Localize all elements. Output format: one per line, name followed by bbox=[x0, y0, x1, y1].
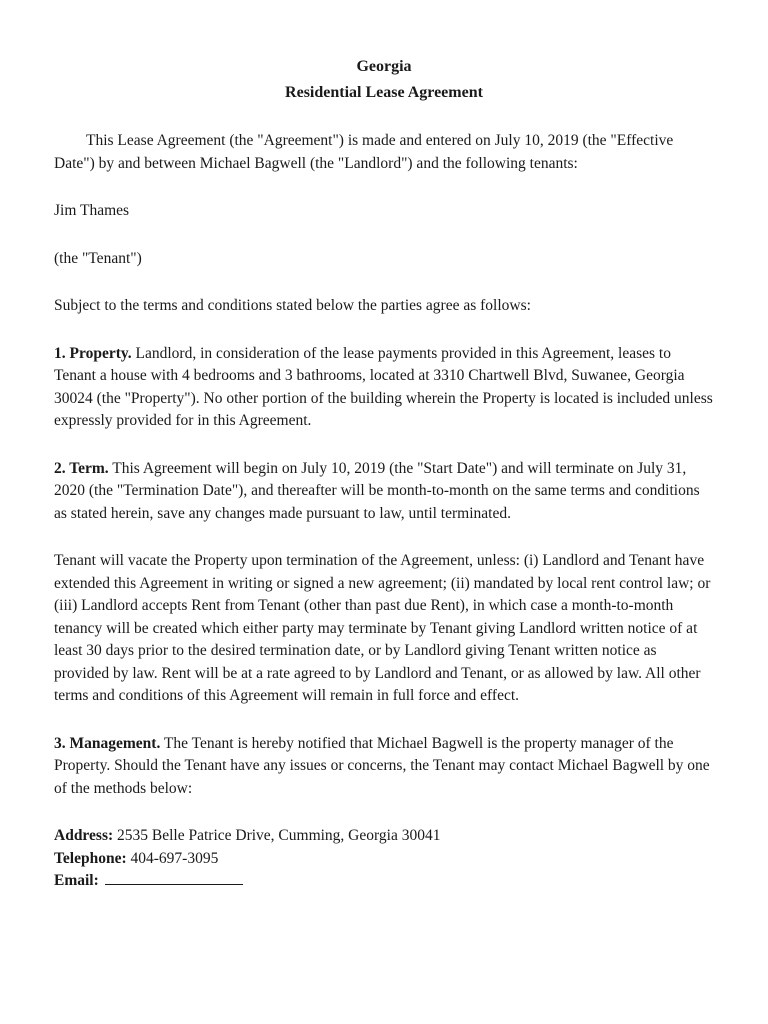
telephone-label: Telephone: bbox=[54, 849, 127, 867]
section-term-text: This Agreement will begin on July 10, 2019 (the "Start Date") and will terminate on July 31, 2020 (the "Termination Date"), and thereafter will be month-to-month on the same terms and conditions as stated herein, save any changes made pursuant to law, until terminated. bbox=[54, 459, 700, 522]
section-property bbox=[54, 343, 714, 433]
section-term-heading: 2. Term. bbox=[54, 459, 109, 477]
section-property-heading: 1. Property. bbox=[54, 344, 132, 362]
section-term bbox=[54, 458, 714, 526]
address-label: Address: bbox=[54, 827, 114, 844]
address-value: 2535 Belle Patrice Drive, Cumming, Georgia 30041 bbox=[113, 827, 441, 844]
contact-email bbox=[54, 870, 714, 893]
section-property-text: Landlord, in consideration of the lease payments provided in this Agreement, leases to Tenant a house with 4 bedrooms and 3 bathrooms, located at 3310 Chartwell Blvd, Suwanee, Georgia 30024 (the "Property"). No other portion of the building wherein the Property is located is included unless expressly provided for in this Agreement. bbox=[54, 344, 713, 429]
section-management-text: The Tenant is hereby notified that Michael Bagwell is the property manager of the Property. Should the Tenant have any issues or concerns, the Tenant may contact Michael Bagwell by one of the methods below: bbox=[54, 734, 710, 797]
section-management bbox=[54, 733, 714, 801]
tenant-name: Jim Thames bbox=[54, 202, 130, 219]
section-term-vacate: Tenant will vacate the Property upon termination of the Agreement, unless: (i) Landlord and Tenant have extended this Agreement in writing or signed a new agreement; (ii) mandated by local rent control law; or (iii) Landlord accepts Rent from Tenant (other than past due Rent), in which case a month-to-month tenancy will be created which either party may terminate by Tenant giving Landlord written notice of at least 30 days prior to the desired termination date, or by Landlord giving Tenant written notice as provided by law. Rent will be at a rate agreed to by Landlord and Tenant, or as allowed by law. All other terms and conditions of this Agreement will remain in full force and effect. bbox=[54, 552, 711, 704]
document-title: Residential Lease Agreement bbox=[285, 84, 483, 101]
intro-paragraph: This Lease Agreement (the "Agreement") is made and entered on July 10, 2019 (the "Effective Date") by and between Michael Bagwell (the "Landlord") and the following tenants: bbox=[54, 132, 674, 172]
document-state: Georgia bbox=[356, 58, 412, 75]
contact-address bbox=[54, 825, 714, 848]
document-page bbox=[54, 56, 714, 893]
telephone-value: 404-697-3095 bbox=[126, 849, 219, 867]
email-blank-line[interactable] bbox=[105, 870, 243, 885]
section-management-heading: 3. Management. bbox=[54, 734, 161, 752]
contact-telephone bbox=[54, 848, 714, 871]
preamble-paragraph: Subject to the terms and conditions stated below the parties agree as follows: bbox=[54, 297, 531, 314]
email-label: Email: bbox=[54, 872, 99, 889]
tenant-label: (the "Tenant") bbox=[54, 249, 142, 267]
